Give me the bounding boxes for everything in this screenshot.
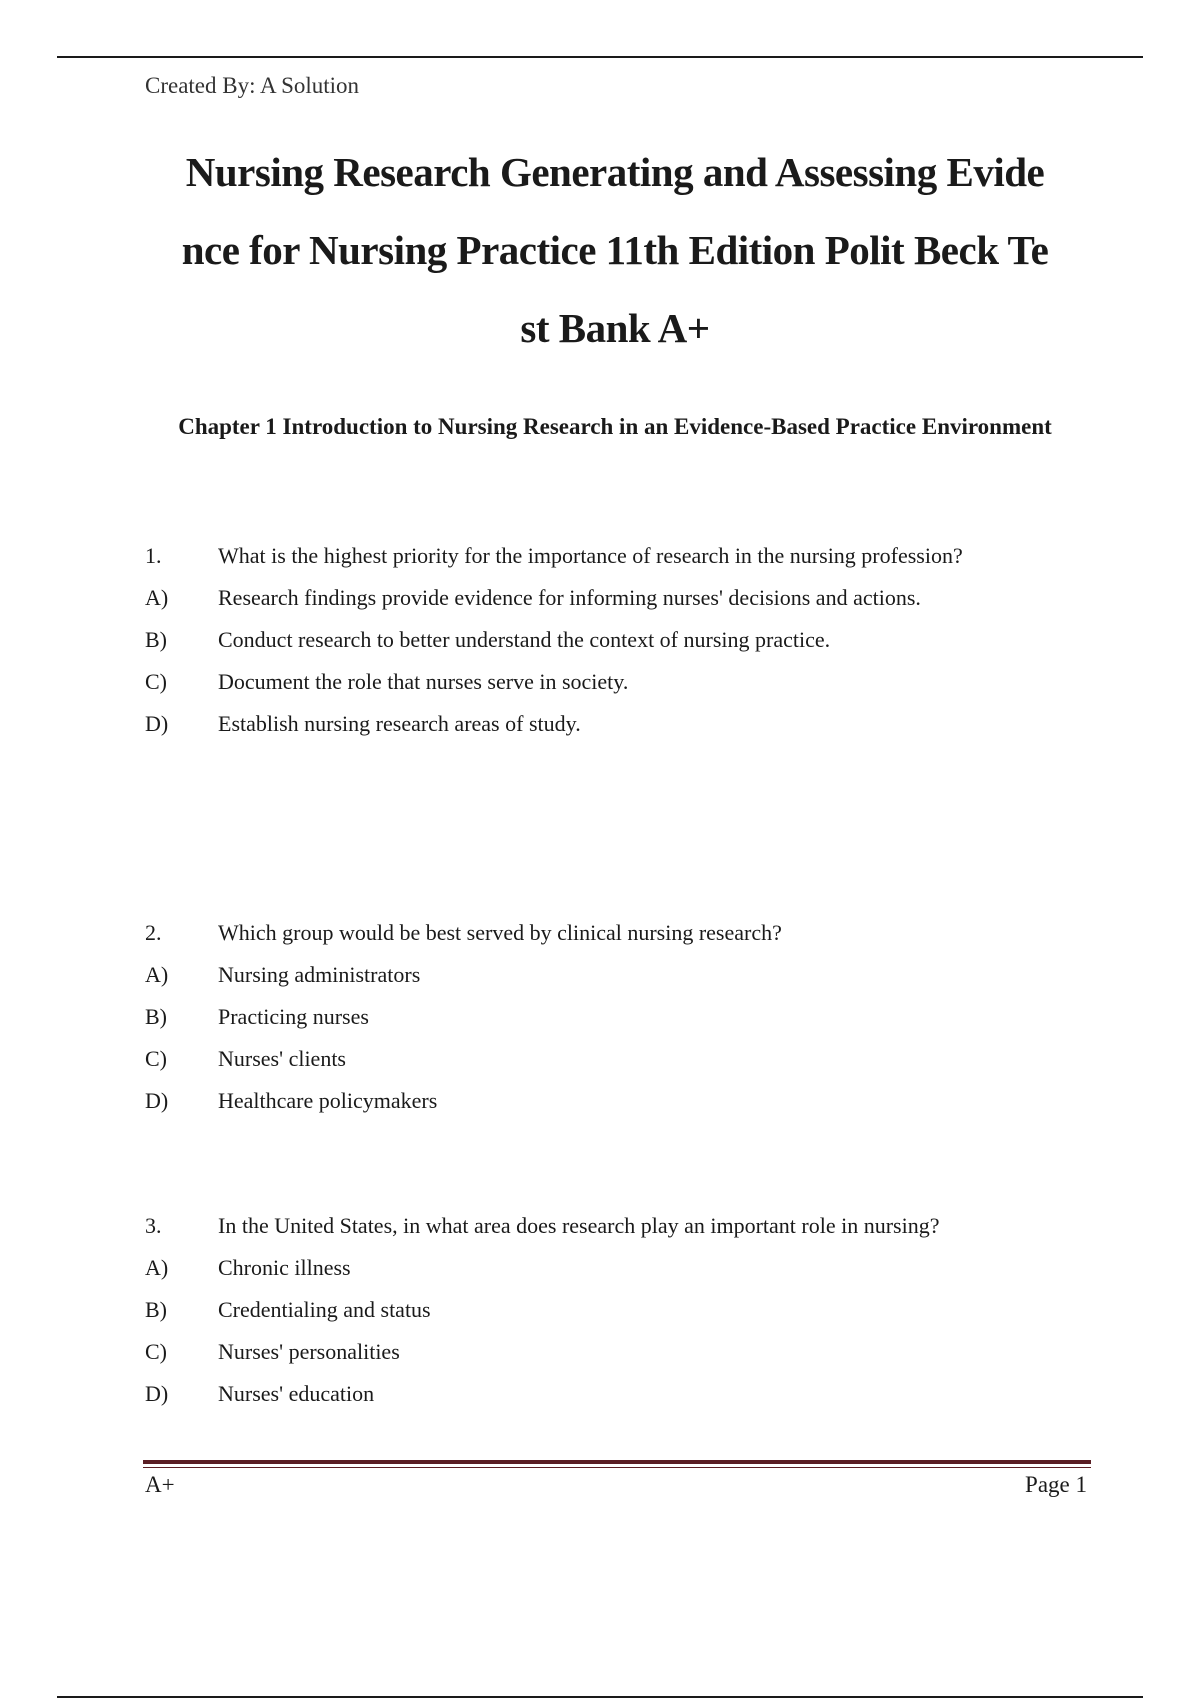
question-stem — [145, 912, 1085, 954]
answer-option-d — [145, 703, 1085, 745]
option-label: C) — [145, 1339, 167, 1364]
option-text: Establish nursing research areas of study. — [218, 711, 581, 736]
question-text: Which group would be best served by clinical nursing research? — [218, 920, 782, 945]
chapter-title: Chapter 1 Introduction to Nursing Research in an Evidence-Based Practice Environment — [178, 414, 1052, 439]
question-text: What is the highest priority for the importance of research in the nursing profession? — [218, 543, 963, 568]
title-line-3: st Bank A+ — [520, 305, 710, 351]
question-3 — [145, 1205, 1085, 1415]
option-label: B) — [145, 1004, 167, 1029]
option-label: D) — [145, 1088, 169, 1113]
answer-option-d — [145, 1080, 1085, 1122]
bottom-rule — [57, 1696, 1143, 1698]
option-text: Chronic illness — [218, 1255, 351, 1280]
document-title — [145, 133, 1085, 367]
option-text: Nurses' clients — [218, 1046, 346, 1071]
top-rule — [57, 56, 1143, 58]
option-label: C) — [145, 669, 167, 694]
answer-option-a — [145, 954, 1085, 996]
question-number: 3. — [145, 1213, 162, 1238]
answer-option-b — [145, 619, 1085, 661]
title-line-1: Nursing Research Generating and Assessing Evide — [185, 149, 1045, 195]
option-text: Research findings provide evidence for informing nurses' decisions and actions. — [218, 585, 921, 610]
option-text: Conduct research to better understand the context of nursing practice. — [218, 627, 831, 652]
question-number: 2. — [145, 920, 162, 945]
option-label: D) — [145, 1381, 169, 1406]
option-text: Healthcare policymakers — [218, 1088, 438, 1113]
answer-option-c — [145, 1331, 1085, 1373]
question-stem — [145, 1205, 1085, 1247]
option-text: Document the role that nurses serve in society. — [218, 669, 629, 694]
question-1 — [145, 535, 1085, 745]
option-label: A) — [145, 962, 169, 987]
question-number: 1. — [145, 543, 162, 568]
question-text: In the United States, in what area does research play an important role in nursing? — [218, 1213, 940, 1238]
page-number: Page 1 — [1025, 1472, 1087, 1497]
answer-option-a — [145, 1247, 1085, 1289]
option-text: Nursing administrators — [218, 962, 421, 987]
option-label: B) — [145, 1297, 167, 1322]
footer-grade: A+ — [145, 1472, 175, 1497]
question-stem — [145, 535, 1085, 577]
answer-option-a — [145, 577, 1085, 619]
option-text: Practicing nurses — [218, 1004, 369, 1029]
option-label: D) — [145, 711, 169, 736]
answer-option-d — [145, 1373, 1085, 1415]
created-by-header: Created By: A Solution — [145, 73, 360, 98]
question-2 — [145, 912, 1085, 1122]
footer-rule-thick — [143, 1460, 1091, 1464]
option-label: A) — [145, 1255, 169, 1280]
option-label: A) — [145, 585, 169, 610]
answer-option-c — [145, 661, 1085, 703]
answer-option-b — [145, 1289, 1085, 1331]
answer-option-c — [145, 1038, 1085, 1080]
option-text: Nurses' personalities — [218, 1339, 400, 1364]
option-text: Nurses' education — [218, 1381, 375, 1406]
title-line-2: nce for Nursing Practice 11th Edition Polit Beck Te — [181, 227, 1049, 273]
option-label: B) — [145, 627, 167, 652]
option-text: Credentialing and status — [218, 1297, 431, 1322]
footer-rule-thin — [143, 1467, 1091, 1468]
option-label: C) — [145, 1046, 167, 1071]
answer-option-b — [145, 996, 1085, 1038]
